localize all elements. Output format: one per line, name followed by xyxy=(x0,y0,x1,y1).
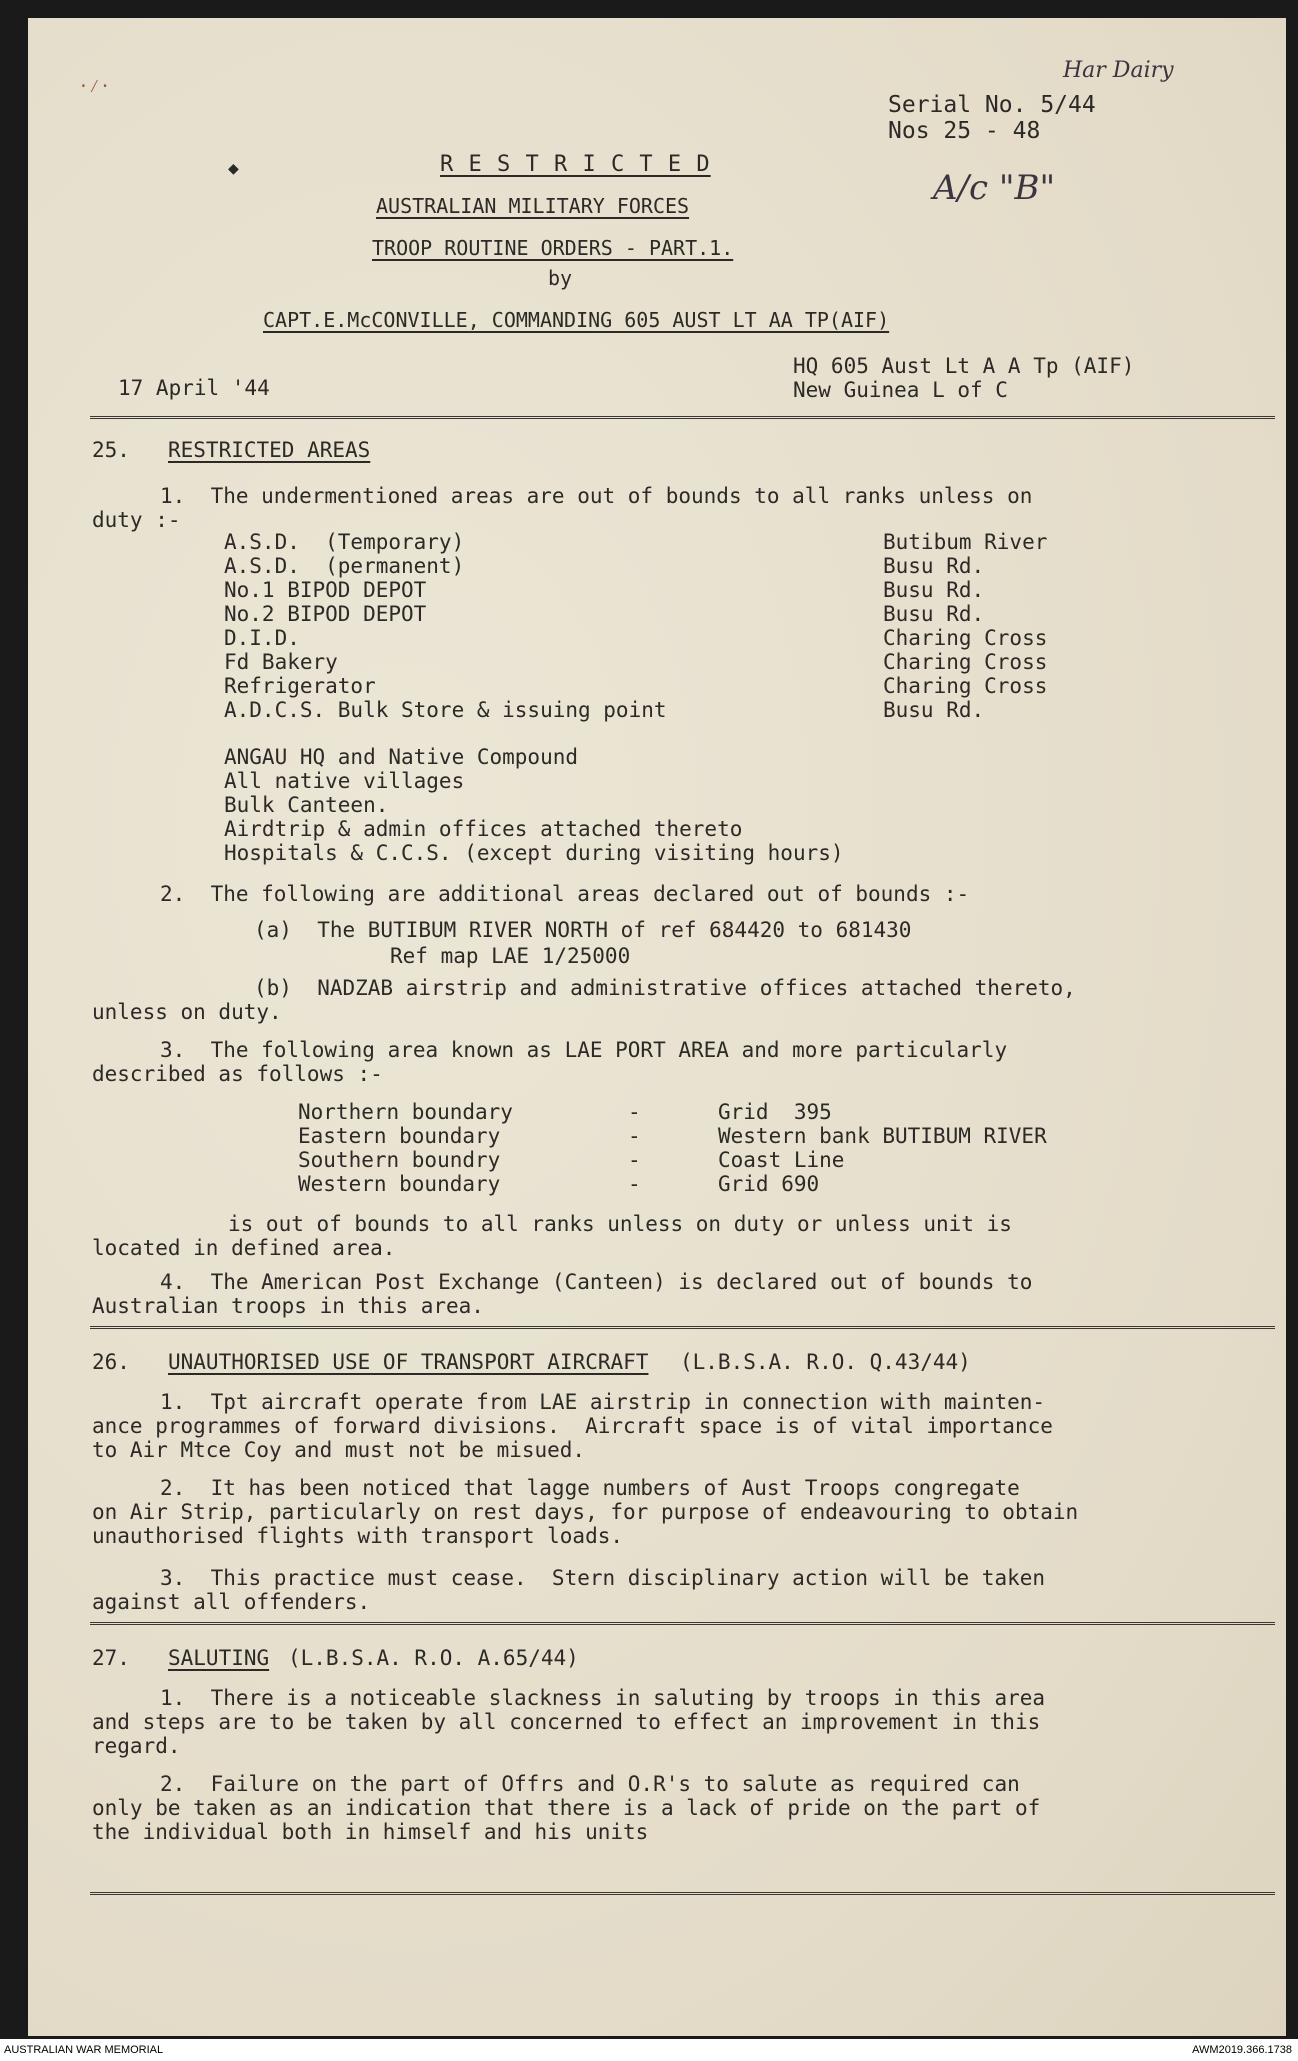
area-extra: Airdtrip & admin offices attached thereto xyxy=(224,817,743,841)
paragraph-line: 4. The American Post Exchange (Canteen) is declared out of bounds to xyxy=(160,1270,1033,1294)
section-heading: RESTRICTED AREAS xyxy=(168,438,371,462)
handwritten-appendix: A/c "B" xyxy=(933,168,1056,208)
boundary-value: Grid 690 xyxy=(718,1172,820,1196)
handwritten-note: Har Dairy xyxy=(1063,58,1174,83)
area-name: A.S.D. (permanent) xyxy=(224,554,465,578)
section-divider xyxy=(90,1892,1275,1895)
hq-line-2: New Guinea L of C xyxy=(793,378,1008,402)
section-divider xyxy=(90,1622,1275,1625)
area-location: Charing Cross xyxy=(883,674,1048,698)
section-reference: (L.B.S.A. R.O. A.65/44) xyxy=(288,1646,579,1670)
paragraph-line: 2. It has been noticed that lagge numbers of Aust Troops congregate xyxy=(160,1476,1020,1500)
paragraph-line: 3. The following area known as LAE PORT AREA and more particularly xyxy=(160,1038,1008,1062)
paragraph-line: 1. There is a noticeable slackness in saluting by troops in this area xyxy=(160,1686,1046,1710)
paragraph-line: Australian troops in this area. xyxy=(92,1294,484,1318)
area-location: Busu Rd. xyxy=(883,602,985,626)
area-name: No.1 BIPOD DEPOT xyxy=(224,578,427,602)
paragraph-line: only be taken as an indication that there is a lack of pride on the part of xyxy=(92,1796,1041,1820)
boundary-value: Western bank BUTIBUM RIVER xyxy=(718,1124,1047,1148)
paragraph-line: 2. The following are additional areas declared out of bounds :- xyxy=(160,882,970,906)
area-extra: Bulk Canteen. xyxy=(224,793,389,817)
area-name: D.I.D. xyxy=(224,626,300,650)
document-title: TROOP ROUTINE ORDERS - PART.1. xyxy=(372,236,734,260)
paragraph-line: located in defined area. xyxy=(92,1236,396,1260)
area-location: Charing Cross xyxy=(883,626,1048,650)
boundary-dash: - xyxy=(628,1100,641,1124)
area-location: Charing Cross xyxy=(883,650,1048,674)
section-reference: (L.B.S.A. R.O. Q.43/44) xyxy=(680,1350,971,1374)
section-divider xyxy=(90,416,1275,419)
section-number: 27. xyxy=(92,1646,130,1670)
paragraph-line: duty :- xyxy=(92,508,181,532)
area-name: Refrigerator xyxy=(224,674,376,698)
area-name: Fd Bakery xyxy=(224,650,338,674)
paragraph-line: regard. xyxy=(92,1734,181,1758)
boundary-dash: - xyxy=(628,1124,641,1148)
boundary-dash: - xyxy=(628,1172,641,1196)
section-number: 25. xyxy=(92,438,130,462)
paragraph-line: against all offenders. xyxy=(92,1590,371,1614)
force-heading: AUSTRALIAN MILITARY FORCES xyxy=(376,194,690,218)
section-divider xyxy=(90,1326,1275,1329)
paragraph-line: unauthorised flights with transport loads. xyxy=(92,1524,624,1548)
area-extra: ANGAU HQ and Native Compound xyxy=(224,745,579,769)
area-location: Busu Rd. xyxy=(883,698,985,722)
paragraph-line: 1. The undermentioned areas are out of bounds to all ranks unless on xyxy=(160,484,1033,508)
paragraph-line: 1. Tpt aircraft operate from LAE airstrip in connection with mainten- xyxy=(160,1390,1046,1414)
boundary-side: Northern boundary xyxy=(298,1100,513,1124)
area-name: A.D.C.S. Bulk Store & issuing point xyxy=(224,698,667,722)
archive-footer xyxy=(0,2039,1298,2061)
ink-smudge: ·⁄· xyxy=(78,76,111,97)
paragraph-line: Ref map LAE 1/25000 xyxy=(390,944,631,968)
area-location: Butibum River xyxy=(883,530,1048,554)
archive-name: AUSTRALIAN WAR MEMORIAL xyxy=(4,2044,164,2056)
boundary-value: Coast Line xyxy=(718,1148,845,1172)
commander-line: CAPT.E.McCONVILLE, COMMANDING 605 AUST LT AA TP(AIF) xyxy=(263,308,890,332)
area-extra: All native villages xyxy=(224,769,465,793)
boundary-dash: - xyxy=(628,1148,641,1172)
paragraph-line: on Air Strip, particularly on rest days, for purpose of endeavouring to obtain xyxy=(92,1500,1079,1524)
paragraph-line: described as follows :- xyxy=(92,1062,383,1086)
paragraph-line: ance programmes of forward divisions. Aircraft space is of vital importance xyxy=(92,1414,1053,1438)
by-label: by xyxy=(548,266,573,290)
order-date: 17 April '44 xyxy=(118,376,270,400)
area-name: No.2 BIPOD DEPOT xyxy=(224,602,427,626)
section-heading: SALUTING xyxy=(168,1646,270,1670)
paragraph-line: (b) NADZAB airstrip and administrative offices attached thereto, xyxy=(254,976,1076,1000)
paragraph-line: 3. This practice must cease. Stern disciplinary action will be taken xyxy=(160,1566,1046,1590)
boundary-side: Southern boundry xyxy=(298,1148,501,1172)
paragraph-line: is out of bounds to all ranks unless on duty or unless unit is xyxy=(228,1212,1012,1236)
archive-reference: AWM2019.366.1738 xyxy=(1192,2044,1292,2056)
boundary-value: Grid 395 xyxy=(718,1100,832,1124)
boundary-side: Western boundary xyxy=(298,1172,501,1196)
section-heading: UNAUTHORISED USE OF TRANSPORT AIRCRAFT xyxy=(168,1350,649,1374)
paragraph-line: (a) The BUTIBUM RIVER NORTH of ref 684420 to 681430 xyxy=(254,918,912,942)
ink-mark: ◆ xyxy=(228,158,239,179)
area-location: Busu Rd. xyxy=(883,554,985,578)
paragraph-line: to Air Mtce Coy and must not be misued. xyxy=(92,1438,586,1462)
area-extra: Hospitals & C.C.S. (except during visiting hours) xyxy=(224,841,844,865)
section-number: 26. xyxy=(92,1350,130,1374)
paragraph-line: and steps are to be taken by all concerned to effect an improvement in this xyxy=(92,1710,1041,1734)
paragraph-line: 2. Failure on the part of Offrs and O.R's to salute as required can xyxy=(160,1772,1020,1796)
document-page xyxy=(28,18,1286,2036)
boundary-side: Eastern boundary xyxy=(298,1124,501,1148)
restricted-heading: R E S T R I C T E D xyxy=(440,152,711,177)
area-location: Busu Rd. xyxy=(883,578,985,602)
paragraph-line: unless on duty. xyxy=(92,1000,282,1024)
serial-number: Serial No. 5/44 xyxy=(888,92,1096,118)
hq-line-1: HQ 605 Aust Lt A A Tp (AIF) xyxy=(793,354,1135,378)
order-numbers: Nos 25 - 48 xyxy=(888,118,1041,144)
area-name: A.S.D. (Temporary) xyxy=(224,530,465,554)
paragraph-line: the individual both in himself and his units xyxy=(92,1820,649,1844)
